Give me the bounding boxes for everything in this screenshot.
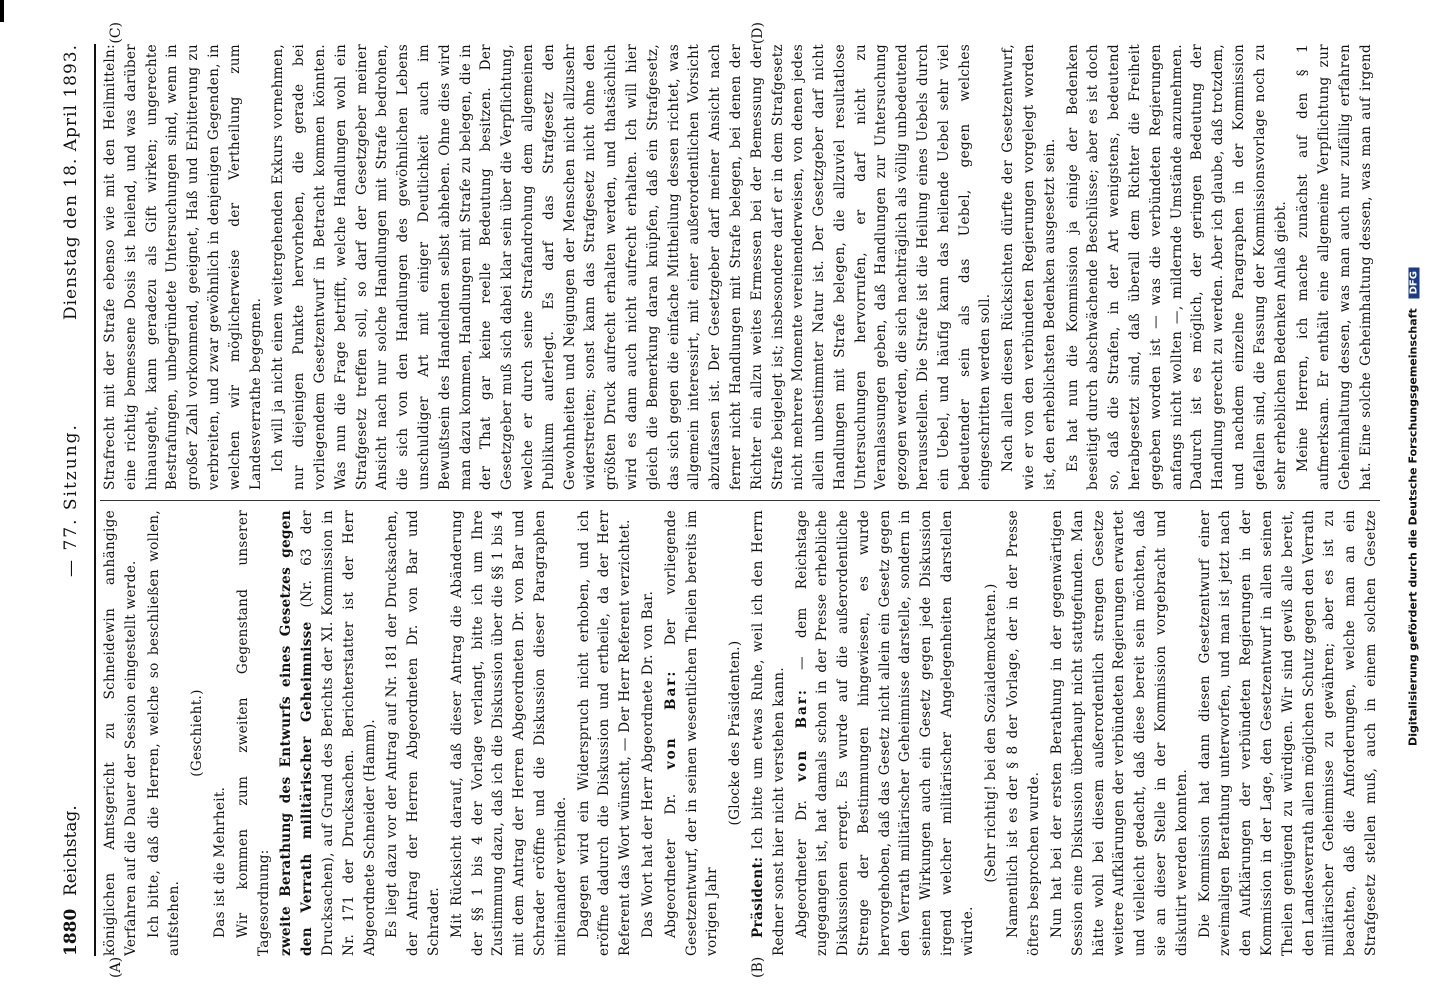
paragraph: Wir kommen zum zweiten Gegenstand unserer Tagesordnung: [234, 510, 272, 956]
speech-paragraph [748, 510, 790, 956]
session-date: Dienstag den 18. April 1893. [61, 44, 81, 321]
attribution-text: Digitalisierung gefördert durch die Deutsche Forschungsgemeinschaft [1406, 308, 1420, 746]
paragraph: Nun hat bei der ersten Berathung in der gegenwärtigen Session eine Diskussion überhaupt nicht stattgefunden. Man hätte wohl bei diesem außerordentlich strengen Gesetze weitere Aufklärungen der verbündeten Regierungen erwartet und vielleicht gedacht, daß diese bereit sein möchten, daß sie an dieser Stelle in der Kommission vorgebracht und diskutirt werden konnten. [1049, 510, 1190, 956]
speaker-title: Abgeordneter Dr. [793, 799, 810, 938]
agenda-item-title: zweite Berathung des Entwurfs eines Gesetzes gegen den Verrath militärischer Geheimnisse [278, 510, 316, 956]
stage-direction: (Sehr richtig! bei den Sozialdemokraten.) [982, 583, 999, 883]
stage-direction: (Glocke des Präsidenten.) [727, 640, 744, 826]
page-number: 1880 [61, 908, 81, 956]
speech-text: — dem Reichstage zugegangen ist, hat damals schon in der Presse erhebliche Diskussionen erregt. Es wurde auf die außerordentliche Strenge der Bestimmungen hingewiesen, es wurde hervorgehoben, daß das Gesetz nicht allein ein Gesetz gegen den Verrath militärischer Geheimnisse darstelle, sondern in seinen Wirkungen auch ein Gesetz gegen jede Diskussion irgend welcher militärischer Angelegenheiten darstellen würde. [793, 510, 976, 956]
margin-marker-b: (B) [750, 956, 766, 978]
scan-edge-mark [0, 0, 4, 22]
paragraph: königlichen Amtsgericht zu Schneidewin anhängige Verfahren auf die Dauer der Session eingestellt werde. [102, 510, 139, 956]
margin-marker-c: (C) [108, 22, 124, 44]
paragraph: Nach allen diesen Rücksichten dürfte der Gesetzentwurf, wie er von den verbündeten Regierungen vorgelegt worden ist, den erheblichsten Bedenken ausgesetzt sein. [1000, 44, 1058, 490]
paragraph: Ich bitte, daß die Herren, welche so beschließen wollen, aufstehen. [145, 510, 183, 956]
column-divider [100, 500, 1380, 501]
text-columns [100, 22, 1380, 978]
right-column [100, 44, 1380, 490]
paragraph: Meine Herren, ich mache zunächst auf den § 1 aufmerksam. Er enthält eine allgemeine Verpflichtung zur Geheimhaltung dessen, was man auch nur zufällig erfahren hat. Eine solche Geheimhaltung dessen, was man auf irgend [1295, 44, 1374, 490]
paragraph: Es hat nun die Kommission ja einige der Bedenken beseitigt durch abschwächende Beschlüsse; aber es ist doch so, daß die Strafen, in der Art wenigstens, bedeutend herabgesetzt sind, daß überall dem Richter die Freiheit gegeben worden ist — was die verbündeten Regierungen anfangs nicht wollten —, mildernde Umstände anzunehmen. Dadurch ist es möglich, der geringen Bedeutung der Handlung gerecht zu werden. Aber ich glaube, daß trotzdem, und nachdem einzelne Paragraphen in der Kommission gefallen sind, die Fassung der Kommissionsvorlage noch zu sehr erheblichen Bedenken Anlaß giebt. [1064, 44, 1289, 490]
session-label: — 77. Sitzung. [61, 423, 81, 577]
agenda-item [276, 510, 380, 956]
paragraph: Dagegen wird ein Widerspruch nicht erhoben, und ich eröffne dadurch die Diskussion und ertheile, da der Herr Referent das Wort wünscht, — Der Herr Referent verzichtet. [575, 510, 634, 956]
newspaper-page [36, 20, 1396, 980]
margin-marker-d: (D) [750, 22, 766, 45]
paragraph: Namentlich ist es der § 8 der Vorlage, der in der Presse öfters besprochen wurde. [1005, 510, 1043, 956]
paragraph: Die Kommission hat dann diesen Gesetzentwurf einer zweimaligen Berathung unterworfen, und man ist jetzt nach den Aufklärungen der verbündeten Regierungen in der Kommission in der Lage, den Gesetzentwurf in allen seinen Theilen genügend zu würdigen. Wir sind gewiß alle bereit, den Landesverrath allen möglichen Schutz gegen den Verrath militärischer Geheimnisse zu gewähren; aber es ist zu beachten, daß die Anforderungen, welche man an ein Strafgesetz stellen muß, auch in einem solchen Gesetze [1196, 510, 1380, 956]
paragraph: Das Wort hat der Herr Abgeordnete Dr. von Bar. [639, 590, 656, 938]
paragraph: Strafrecht mit der Strafe ebenso wie mit den Heilmitteln: eine richtig bemessene Dosis ist heilend, und was darüber hinausgeht, kann geradezu als Gift wirken; ungerechte Bestrafungen, unbegründete Untersuchungen sind, wenn in großer Zahl vorkommend, geeignet, Haß und Erbitterung zu verbreiten, und zwar gewöhnlich in denjenigen Gegenden, in welchen wir möglicherweise der Vertheilung zum Landesverrathe begegnen. [102, 44, 264, 490]
speaker-name: Präsident: [749, 856, 766, 938]
speech-paragraph [792, 510, 979, 956]
margin-marker-a: (A) [108, 956, 124, 978]
dfg-logo: DFG [1409, 267, 1420, 298]
paragraph: Es liegt dazu vor der Antrag auf Nr. 181 der Drucksachen, der Antrag der Herren Abgeordneten Dr. von Bar und Schrader. [384, 510, 442, 956]
speech-text: Der vorliegende Gesetzentwurf, der in seinen wesentlichen Theilen bereits im vorigen Jahr [662, 510, 721, 956]
speaker-title: Abgeordneter Dr. [662, 793, 679, 938]
speech-text: Ich bitte um etwas Ruhe, weil ich den Herrn Redner sonst hier nicht verstehen kann. [749, 510, 787, 956]
speaker-name: von Bar: [793, 688, 810, 782]
paragraph: Das ist die Mehrheit. [211, 786, 228, 938]
digitization-attribution [1396, 4, 1430, 996]
paragraph: Mit Rücksicht darauf, daß dieser Antrag die Abänderung der §§ 1 bis 4 der Vorlage verlangt, bitte ich um Ihre Zustimmung dazu, daß ich die Diskussion über die §§ 1 bis 4 mit dem Antrag der Herren Abgeordneten Dr. von Bar und Schrader eröffne und die Diskussion dieser Paragraphen miteinander verbinde. [448, 510, 569, 956]
stage-direction: (Geschieht.) [189, 689, 206, 777]
speech-paragraph [661, 510, 723, 956]
page-header [48, 44, 96, 956]
publication-title: Reichstag. [61, 805, 81, 896]
paragraph: Ich will ja nicht einen weitergehenden Exkurs vornehmen, nur diejenigen Punkte hervorheben, die gerade bei vorliegendem Gesetzentwurf in Betracht kommen könnten. Was nun die Frage betrifft, welche Handlungen wohl ein Strafgesetz treffen soll, so darf der Gesetzgeber meiner Ansicht nach nur solche Handlungen mit Strafe bedrohen, die sich von den Handlungen des gewöhnlichen Lebens unschuldiger Art mit einiger Deutlichkeit auch im Bewußtsein des Handelnden selbst abheben. Ohne dies wird man dazu kommen, Handlungen mit Strafe zu belegen, die in der That gar keine reelle Bedeutung besitzen. Der Gesetzgeber muß sich dabei klar sein über die Verpflichtung, welche er durch seine Strafandrohung dem allgemeinen Publikum auferlegt. Es darf das Strafgesetz den Gewohnheiten und Neigungen der Menschen nicht allzusehr widerstreiten; sonst kann das Strafgesetz nicht ohne den größten Druck aufrecht erhalten werden, und thatsächlich wird es dann auch nicht aufrecht erhalten. Ich will hier gleich die Bemerkung daran knüpfen, daß ein Strafgesetz, das sich gegen die einfache Mittheilung dessen richtet, was allgemein interessirt, mit einer außerordentlichen Vorsicht abzufassen ist. Der Gesetzgeber darf meiner Ansicht nach ferner nicht Handlungen mit Strafe belegen, bei denen der Richter ein allzu weites Ermessen bei der Bemessung der Strafe beigelegt ist; insbesondere darf er in dem Strafgesetz nicht mehrere Momente vereinenderweisen, von denen jedes allein unbestimmter Natur ist. Der Gesetzgeber darf nicht Handlungen mit Strafe belegen, die allzuviel resultatlose Untersuchungen hervorrufen, er darf nicht zu Veranlassungen geben, daß Handlungen zur Untersuchung gezogen werden, die sich nachträglich als völlig unbedeutend herausstellen. Die Strafe ist die Heilung eines Uebels durch ein Uebel, und häufig kann das heilende Uebel sehr viel bedeutender sein als das Uebel, gegen welches eingeschritten werden soll. [270, 44, 994, 490]
agenda-item-details: (Nr. 63 der Drucksachen), auf Grund des Berichts der XI. Kommission in Nr. 171 der Drucksachen. Berichterstatter ist der Herr Abgeordnete Schneider (Hamm). [299, 510, 378, 956]
left-column [100, 510, 1380, 956]
speaker-name: von Bar: [662, 669, 679, 770]
